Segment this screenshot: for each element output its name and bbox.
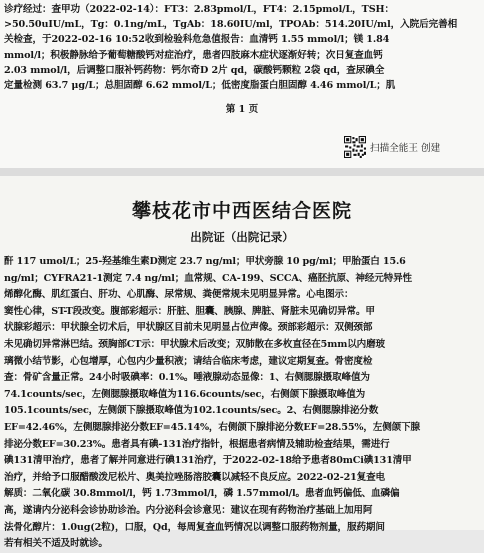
text-line: ng/ml；CYFRA21-1测定 7.4 ng/ml；血常规、CA-199、SCCA、癌胚抗原、神经元特异性 [4, 272, 413, 284]
text-line: 法骨化醇片：1.0ug(2粒)，口服，Qd，每周复查血钙情况以调整口服药物剂量，服药期间 [4, 521, 385, 533]
text-line: 烯醇化酶、肌红蛋白、肝功、心肌酶、尿常规、粪便常规未见明显异常。心电图示： [4, 289, 354, 301]
text-line: 解质：二氧化碳 30.8mmol/l，钙 1.73mmol/l，磷 1.57mmol/l。患者血钙偏低、血磷偏 [4, 488, 400, 500]
text-line: >50.50uIU/mL，Tg：0.1ng/mL，TgAb：18.60IU/ml，TPOAb：514.20IU/ml，入院后完善相 [4, 19, 458, 31]
text-line: 关检查，于2022-02-16 10:52收到检验科危急值报告：血清钙 1.55 mmol/l；镁 1.84 [4, 34, 390, 46]
text-line: 排泌分数EF=30.23%。患者具有碘-131治疗指针，根据患者病情及辅助检查结果，需进行 [4, 438, 390, 450]
page-separator [0, 168, 484, 176]
treatment-course-paragraph [4, 2, 480, 93]
text-line: 高，遂请内分泌科会诊协助诊治。内分泌科会诊意见：建议在现有药物治疗基础上加用阿 [4, 504, 373, 516]
scanner-credit-text: 扫描全能王 创建 [370, 143, 441, 154]
text-line: EF=42.46%，左侧腮腺排泌分数EF=45.14%，右侧颌下腺排泌分数EF=28.55%，左侧颌下腺 [4, 421, 421, 433]
document-page-1 [0, 0, 484, 168]
text-line: 酐 117 umol/L；25-羟基维生素D测定 23.7 ng/ml；甲状旁腺 10 pg/ml；甲胎蛋白 15.6 [4, 256, 406, 267]
text-line: 治疗，并给予口服醋酸泼尼松片、奥美拉唑肠溶胶囊以减轻不良反应。2022-02-21复查电 [4, 471, 385, 483]
text-line: 璃微小结节影，心包增厚，心包内少量积液；请结合临床考虑，建议定期复查。骨密度检 [4, 355, 373, 367]
text-line: 诊疗经过：查甲功（2022-02-14）：FT3：2.83pmol/L，FT4：2.15pmol/L，TSH： [4, 4, 394, 15]
text-line: 状腺彩超示：甲状腺全切术后，甲状腺区目前未见明显占位声像。颈部彩超示：双侧颈部 [4, 322, 373, 334]
page-number: 第 1 页 [225, 104, 259, 115]
hospital-name: 攀枝花市中西医结合医院 [131, 200, 352, 222]
text-line: 碘131清甲治疗，患者了解并同意进行碘131治疗，于2022-02-18给予患者80mCi碘131清甲 [4, 455, 412, 467]
text-line: 105.1counts/sec，左侧颌下腺摄取峰值为102.1counts/sec。2、右侧腮腺排泌分数 [4, 405, 379, 417]
text-line: 74.1counts/sec，左侧腮腺摄取峰值为116.6counts/sec，右侧颌下腺摄取峰值为 [4, 388, 366, 400]
text-line: mmol/l；积极静脉给予葡萄糖酸钙对症治疗，患者四肢麻木症状逐渐好转；次日复查血钙 [4, 49, 383, 61]
text-line: 若有相关不适及时就诊。 [4, 538, 108, 550]
document-title: 出院证（出院记录） [190, 230, 294, 244]
text-line: 查：骨矿含量正常。24小时吸碘率：0.1%。唾液腺动态显像：1、右侧腮腺摄取峰值为 [4, 372, 370, 384]
text-line: 2.03 mmol/l，后调整口服补钙药物：钙尔奇D 2片 qd，碳酸钙颗粒 2袋 qd，查尿碘全 [4, 64, 385, 76]
scanner-watermark [344, 134, 440, 160]
qr-code-icon [344, 136, 366, 158]
text-line: 定量检测 63.7 μg/L；总胆固醇 6.62 mmol/L；低密度脂蛋白胆固醇 4.46 mmol/L；肌 [4, 80, 396, 92]
text-line: 未见确切异常淋巴结。颈胸部CT示：甲状腺术后改变；双肺散在多枚直径在5mm以内磨玻 [4, 338, 385, 350]
text-line: 窦性心律，ST-T段改变。腹部彩超示：肝脏、胆囊、胰腺、脾脏、肾脏未见确切异常。甲 [4, 305, 375, 317]
document-page-2 [0, 176, 484, 550]
discharge-record-paragraph [4, 254, 482, 553]
